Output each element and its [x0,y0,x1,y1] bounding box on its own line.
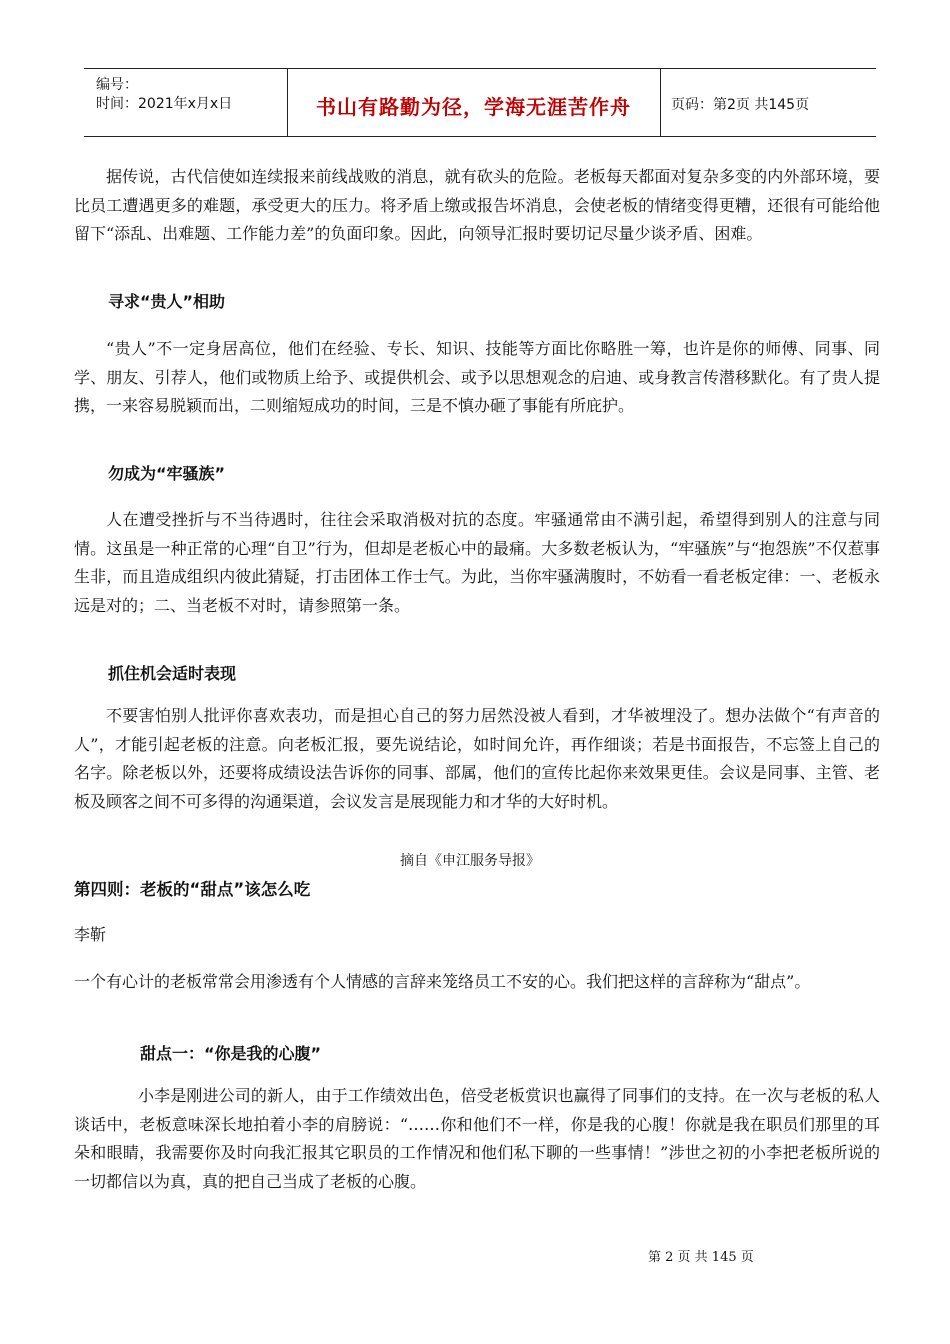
paragraph: 一个有心计的老板常常会用渗透有个人情感的言辞来笼络员工不安的心。我们把这样的言辞称为“甜点”。 [74,972,811,991]
header-motto: 书山有路勤为径，学海无涯苦作舟 [316,95,631,119]
author-name: 李靳 [74,925,107,944]
section-heading: 抓住机会适时表现 [108,664,237,683]
paragraph: 小李是刚进公司的新人，由于工作绩效出色，倍受老板赏识也赢得了同事们的支持。在一次与老板的私人谈话中，老板意味深长地拍着小李的肩膀说：“……你和他们不一样，你是我的心腹！你就是我在职员们那里的耳朵和眼睛，我需要你及时向我汇报其它职员的工作情况和他们私下聊的一些事情！”涉世之初的小李把老板所说的一切都信以为真，真的把自己当成了老板的心腹。 [74,1086,880,1191]
paragraph: “贵人”不一定身居高位，他们在经验、专长、知识、技能等方面比你略胜一筹，也许是你的师傅、同事、同学、朋友、引荐人，他们或物质上给予、或提供机会、或予以思想观念的启迪、或身教言传潜移默化。有了贵人提携，一来容易脱颖而出，二则缩短成功的时间，三是不慎办砸了事能有所庇护。 [74,339,880,415]
header-page-label: 页码：第2页 共145页 [671,97,810,113]
header-info-cell [84,69,288,136]
header-page-cell [661,69,876,136]
section-heading: 勿成为“牢骚族” [108,464,226,483]
paragraph: 据传说，古代信使如连续报来前线战败的消息，就有砍头的危险。老板每天都面对复杂多变的内外部环境，要比员工遭遇更多的难题，承受更大的压力。将矛盾上缴或报告坏消息，会使老板的情绪变得更糟，还很有可能给他留下“添乱、出难题、工作能力差”的负面印象。因此，向领导汇报时要切记尽量少谈矛盾、困难。 [74,167,880,243]
section-heading: 寻求“贵人”相助 [108,292,226,311]
source-citation: 摘自《申江服务导报》 [400,853,540,869]
document-time-label: 时间：2021年x月x日 [96,96,233,112]
paragraph: 不要害怕别人批评你喜欢表功，而是担心自己的努力居然没被人看到，才华被埋没了。想办法做个“有声音的人”，才能引起老板的注意。向老板汇报，要先说结论，如时间允许，再作细谈；若是书面报告，不忘签上自己的名字。除老板以外，还要将成绩设法告诉你的同事、部属，他们的宣传比起你来效果更佳。会议是同事、主管、老板及顾客之间不可多得的沟通渠道，会议发言是展现能力和才华的大好时机。 [74,706,880,811]
chapter-heading: 第四则：老板的“甜点”该怎么吃 [74,880,311,899]
document-number-label: 编号： [96,77,138,93]
header-motto-cell [287,69,661,136]
page-footer: 第 2 页 共 145 页 [648,1250,754,1265]
section-heading: 甜点一：“你是我的心腹” [140,1044,322,1063]
document-header [84,68,876,137]
paragraph: 人在遭受挫折与不当待遇时，往往会采取消极对抗的态度。牢骚通常由不满引起，希望得到别人的注意与同情。这虽是一种正常的心理“自卫”行为，但却是老板心中的最痛。大多数老板认为，“牢骚族”与“抱怨族”不仅惹事生非，而且造成组织内彼此猜疑，打击团体工作士气。为此，当你牢骚满腹时，不妨看一看老板定律：一、老板永远是对的；二、当老板不对时，请参照第一条。 [74,510,880,615]
